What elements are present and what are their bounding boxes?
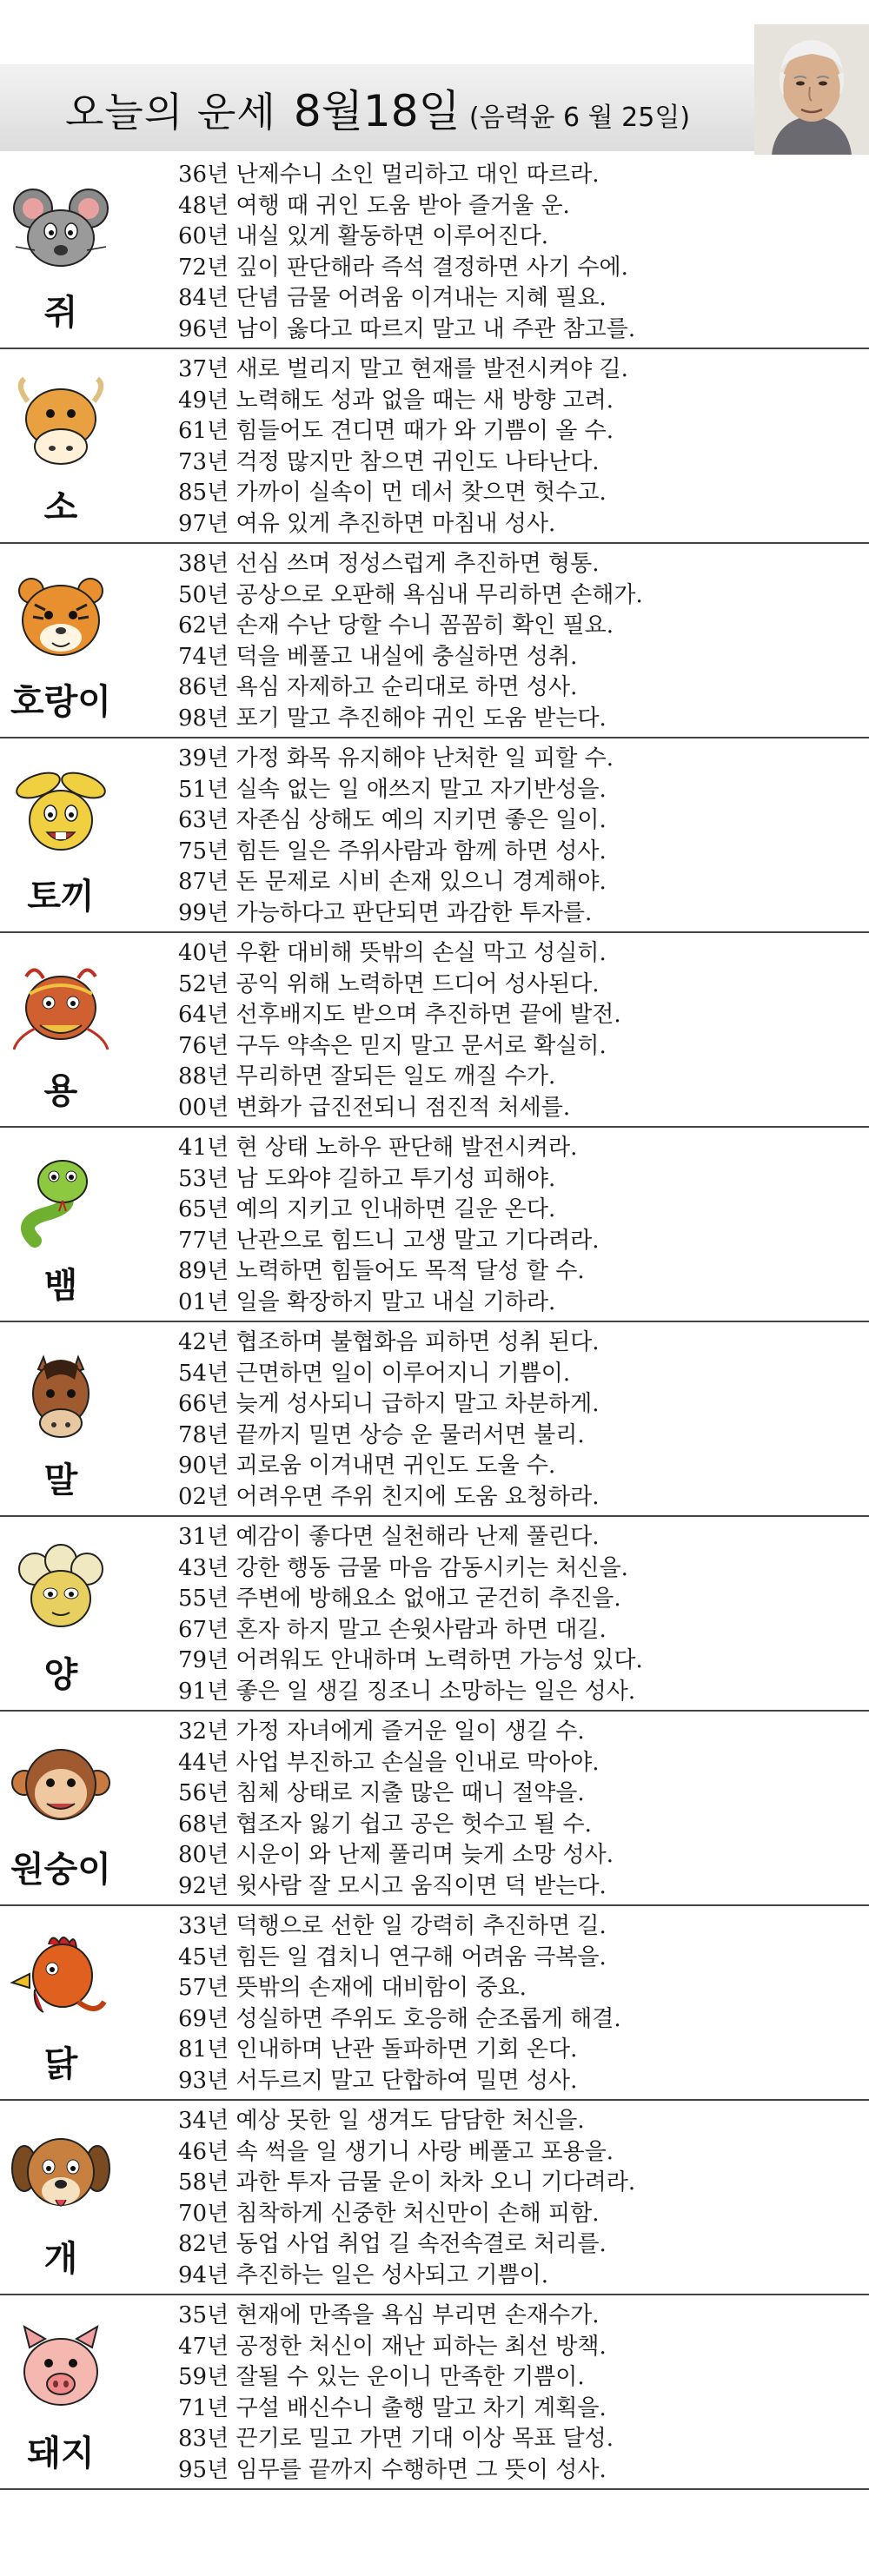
fortune-line: 72년 깊이 판단해라 즉석 결정하면 사기 수에. — [178, 254, 628, 281]
fortune-line: 33년 덕행으로 선한 일 강력히 추진하면 길. — [178, 1913, 607, 1939]
fortune-line: 60년 내실 있게 활동하면 이루어진다. — [178, 223, 549, 249]
fortune-line: 49년 노력해도 성과 없을 때는 새 방향 고려. — [178, 387, 614, 414]
fortune-line: 71년 구설 배신수니 출행 말고 차기 계획을. — [178, 2394, 607, 2421]
zodiac-name: 말 — [43, 1460, 78, 1500]
fortune-line: 95년 임무를 끝까지 수행하면 그 뜻이 성사. — [178, 2456, 607, 2483]
zodiac-name: 돼지 — [27, 2434, 95, 2473]
fortune-lines — [178, 938, 865, 1123]
fortune-lines — [178, 1717, 865, 1902]
fortune-line: 99년 가능하다고 판단되면 과감한 투자를. — [178, 899, 593, 926]
fortune-line: 50년 공상으로 오판해 욕심내 무리하면 손해가. — [178, 581, 643, 608]
zodiac-animal — [0, 1906, 130, 2097]
fortune-line: 74년 덕을 베풀고 내실에 충실하면 성취. — [178, 643, 578, 670]
fortune-line: 61년 힘들어도 견디면 때가 와 기쁨이 올 수. — [178, 418, 614, 444]
fortune-line: 70년 침착하게 신중한 처신만이 손해 피함. — [178, 2200, 600, 2227]
zodiac-name: 토끼 — [27, 877, 95, 917]
fortune-line: 45년 힘든 일 겹치니 연구해 어려움 극복을. — [178, 1944, 607, 1970]
zodiac-row-dragon — [0, 933, 869, 1128]
lunar-date-label: (음력윤 6 월 25일) — [468, 103, 691, 133]
header-title — [65, 76, 690, 137]
zodiac-name: 닭 — [43, 2044, 78, 2084]
fortune-line: 90년 괴로움 이겨내면 귀인도 도울 수. — [178, 1453, 556, 1479]
zodiac-animal — [0, 1517, 130, 1708]
fortune-lines — [178, 2301, 865, 2486]
columnist-portrait — [754, 24, 869, 155]
fortune-lines — [178, 1133, 865, 1318]
fortune-line: 85년 가까이 실속이 먼 데서 찾으면 헛수고. — [178, 480, 607, 506]
fortune-line: 01년 일을 확장하지 말고 내실 기하라. — [178, 1288, 556, 1315]
fortune-lines — [178, 160, 865, 345]
zodiac-animal — [0, 2101, 130, 2292]
fortune-line: 39년 가정 화목 유지해야 난처한 일 피할 수. — [178, 745, 614, 771]
fortune-line: 92년 윗사람 잘 모시고 움직이면 덕 받는다. — [178, 1872, 607, 1899]
zodiac-animal — [0, 933, 130, 1124]
zodiac-name: 양 — [43, 1655, 78, 1695]
zodiac-animal — [0, 1128, 130, 1319]
header — [0, 0, 869, 156]
zodiac-name: 개 — [43, 2239, 78, 2279]
zodiac-animal — [0, 2295, 130, 2487]
fortune-line: 78년 끝까지 밀면 상승 운 물러서면 불리. — [178, 1421, 585, 1448]
fortune-line: 46년 속 썩을 일 생기니 사랑 베풀고 포용을. — [178, 2138, 614, 2165]
zodiac-row-horse — [0, 1322, 869, 1517]
zodiac-row-pig — [0, 2295, 869, 2490]
fortune-line: 94년 추진하는 일은 성사되고 기쁨이. — [178, 2261, 549, 2288]
fortune-line: 44년 사업 부진하고 손실을 인내로 막아야. — [178, 1749, 600, 1776]
fortune-line: 67년 혼자 하지 말고 손윗사람과 하면 대길. — [178, 1616, 607, 1643]
fortune-line: 66년 늦게 성사되니 급하지 말고 차분하게. — [178, 1391, 600, 1417]
fortune-line: 36년 난제수니 소인 멀리하고 대인 따르라. — [178, 162, 600, 188]
fortune-line: 38년 선심 쓰며 정성스럽게 추진하면 형통. — [178, 551, 600, 577]
zodiac-name: 소 — [43, 487, 78, 527]
fortune-lines — [178, 1911, 865, 2096]
fortune-line: 43년 강한 행동 금물 마음 감동시키는 처신을. — [178, 1554, 628, 1581]
zodiac-name: 쥐 — [43, 293, 78, 333]
zodiac-row-rooster — [0, 1906, 869, 2101]
zodiac-animal — [0, 738, 130, 930]
fortune-line: 76년 구두 약속은 믿지 말고 문서로 확실히. — [178, 1032, 607, 1059]
fortune-line: 51년 실속 없는 일 애쓰지 말고 자기반성을. — [178, 776, 607, 803]
zodiac-animal — [0, 1322, 130, 1513]
fortune-line: 89년 노력하면 힘들어도 목적 달성 할 수. — [178, 1258, 585, 1284]
fortune-line: 57년 뜻밖의 손재에 대비함이 중요. — [178, 1975, 527, 2001]
fortune-line: 98년 포기 말고 추진해야 귀인 도움 받는다. — [178, 705, 607, 732]
fortune-line: 35년 현재에 만족을 욕심 부리면 손재수가. — [178, 2302, 600, 2328]
fortune-line: 87년 돈 문제로 시비 손재 있으니 경계해야. — [178, 869, 607, 895]
fortune-line: 31년 예감이 좋다면 실천해라 난제 풀린다. — [178, 1524, 600, 1550]
zodiac-animal — [0, 1712, 130, 1903]
fortune-lines — [178, 1328, 865, 1513]
fortune-line: 32년 가정 자녀에게 즐거운 일이 생길 수. — [178, 1718, 585, 1745]
fortune-lines — [178, 744, 865, 929]
fortune-line: 84년 단념 금물 어려움 이겨내는 지혜 필요. — [178, 285, 607, 311]
page-title: 오늘의 운세 — [65, 89, 276, 136]
zodiac-animal — [0, 544, 130, 735]
zodiac-row-snake — [0, 1128, 869, 1322]
fortune-lines — [178, 549, 865, 734]
fortune-line: 75년 힘든 일은 주위사람과 함께 하면 성사. — [178, 838, 607, 864]
fortune-line: 55년 주변에 방해요소 없애고 굳건히 추진을. — [178, 1586, 621, 1612]
fortune-line: 63년 자존심 상해도 예의 지키면 좋은 일이. — [178, 807, 607, 833]
fortune-line: 82년 동업 사업 취업 길 속전속결로 처리를. — [178, 2231, 607, 2257]
zodiac-name: 뱀 — [43, 1266, 78, 1306]
zodiac-row-monkey — [0, 1712, 869, 1906]
zodiac-row-dog — [0, 2101, 869, 2295]
fortune-line: 53년 남 도와야 길하고 투기성 피해야. — [178, 1165, 556, 1192]
fortune-line: 79년 어려워도 안내하며 노력하면 가능성 있다. — [178, 1647, 643, 1673]
fortune-line: 68년 협조자 잃기 쉽고 공은 헛수고 될 수. — [178, 1811, 592, 1838]
date-label: 8월18일 — [293, 86, 461, 136]
fortune-line: 58년 과한 투자 금물 운이 차차 오니 기다려라. — [178, 2169, 636, 2195]
zodiac-animal — [0, 349, 130, 540]
zodiac-row-rat — [0, 155, 869, 349]
fortune-line: 42년 협조하며 불협화음 피하면 성취 된다. — [178, 1329, 600, 1355]
fortune-line: 02년 어려우면 주위 친지에 도움 요청하라. — [178, 1483, 600, 1510]
fortune-line: 65년 예의 지키고 인내하면 길운 온다. — [178, 1196, 556, 1222]
fortune-line: 83년 끈기로 밀고 가면 기대 이상 목표 달성. — [178, 2426, 614, 2452]
fortune-line: 00년 변화가 급진전되니 점진적 처세를. — [178, 1094, 571, 1121]
fortune-list — [0, 155, 869, 2490]
zodiac-name: 용 — [43, 1071, 78, 1111]
fortune-line: 96년 남이 옳다고 따르지 말고 내 주관 참고를. — [178, 315, 636, 342]
fortune-line: 48년 여행 때 귀인 도움 받아 즐거울 운. — [178, 192, 570, 219]
zodiac-row-rabbit — [0, 738, 869, 933]
fortune-line: 86년 욕심 자제하고 순리대로 하면 성사. — [178, 674, 578, 700]
fortune-lines — [178, 1522, 865, 1707]
fortune-line: 52년 공익 위해 노력하면 드디어 성사된다. — [178, 970, 600, 997]
zodiac-row-tiger — [0, 544, 869, 738]
fortune-line: 41년 현 상태 노하우 판단해 발전시켜라. — [178, 1135, 578, 1161]
fortune-line: 37년 새로 벌리지 말고 현재를 발전시켜야 길. — [178, 356, 628, 382]
fortune-line: 88년 무리하면 잘되든 일도 깨질 수가. — [178, 1063, 556, 1089]
fortune-line: 80년 시운이 와 난제 풀리며 늦게 소망 성사. — [178, 1842, 614, 1868]
fortune-line: 81년 인내하며 난관 돌파하면 기회 온다. — [178, 2036, 578, 2063]
fortune-lines — [178, 2106, 865, 2291]
fortune-line: 91년 좋은 일 생길 징조니 소망하는 일은 성사. — [178, 1678, 636, 1705]
fortune-lines — [178, 354, 865, 540]
zodiac-name: 원숭이 — [10, 1850, 111, 1890]
fortune-line: 40년 우환 대비해 뜻밖의 손실 막고 성실히. — [178, 940, 607, 966]
fortune-line: 73년 걱정 많지만 참으면 귀인도 나타난다. — [178, 448, 600, 475]
fortune-line: 97년 여유 있게 추진하면 마침내 성사. — [178, 510, 556, 537]
zodiac-name: 호랑이 — [10, 682, 111, 722]
fortune-line: 62년 손재 수난 당할 수니 꼼꼼히 확인 필요. — [178, 613, 614, 639]
fortune-line: 64년 선후배지도 받으며 추진하면 끝에 발전. — [178, 1002, 621, 1028]
fortune-line: 34년 예상 못한 일 생겨도 담담한 처신을. — [178, 2108, 585, 2134]
fortune-line: 47년 공정한 처신이 재난 피하는 최선 방책. — [178, 2333, 607, 2360]
zodiac-row-sheep — [0, 1517, 869, 1712]
fortune-line: 56년 침체 상태로 지출 많은 때니 절약을. — [178, 1780, 585, 1806]
zodiac-row-ox — [0, 349, 869, 544]
fortune-line: 69년 성실하면 주위도 호응해 순조롭게 해결. — [178, 2005, 621, 2032]
fortune-line: 77년 난관으로 힘드니 고생 말고 기다려라. — [178, 1227, 600, 1254]
fortune-line: 59년 잘될 수 있는 운이니 만족한 기쁨이. — [178, 2364, 585, 2390]
fortune-line: 54년 근면하면 일이 이루어지니 기쁨이. — [178, 1360, 571, 1387]
fortune-line: 93년 서두르지 말고 단합하여 밀면 성사. — [178, 2067, 578, 2094]
zodiac-animal — [0, 155, 130, 346]
